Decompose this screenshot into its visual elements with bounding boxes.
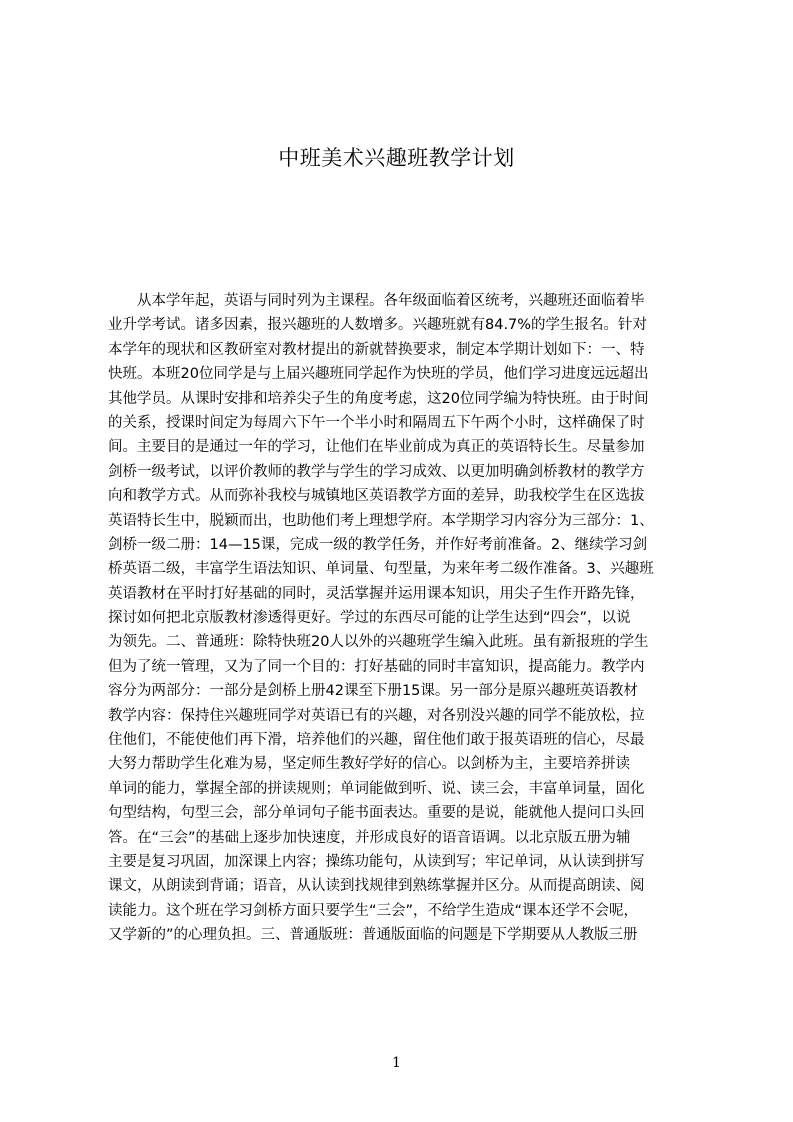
text-line: 间。主要目的是通过一年的学习，让他们在毕业前成为真正的英语特长生。尽量参加: [108, 439, 645, 456]
text-line: 住他们，不能使他们再下滑，培养他们的兴趣，留住他们敢于报英语班的信心，尽最: [108, 732, 645, 749]
text-line: 从本学年起，英语与同时列为主课程。各年级面临着区统考，兴趣班还面临着毕: [108, 293, 645, 309]
text-line: 剑桥一级考试，以评价教师的教学与学生的学习成效、以更加明确剑桥教材的教学方: [108, 463, 645, 480]
page-number: 1: [392, 1055, 401, 1071]
text-line: 句型结构，句型三会，部分单词句子能书面表达。重要的是说，能就他人提问口头回: [108, 805, 645, 822]
text-line: 剑桥一级二册：14—15课，完成一级的教学任务，并作好考前准备。2、继续学习剑: [108, 536, 648, 553]
text-line: 的关系，授课时间定为每周六下午一个半小时和隔周五下午两个小时，这样确保了时: [108, 414, 645, 431]
text-line: 其他学员。从课时安排和培养尖子生的角度考虑，这20位同学编为特快班。由于时间: [108, 390, 649, 407]
text-line: 又学新的”的心理负担。三、普通版班：普通版面临的问题是下学期要从人教版三册: [108, 927, 638, 944]
body-paragraph: [108, 289, 699, 989]
text-line: 向和教学方式。从而弥补我校与城镇地区英语教学方面的差异，助我校学生在区选拔: [108, 488, 645, 505]
text-line: 答。在“三会”的基础上逐步加快速度，并形成良好的语音语调。以北京版五册为辅: [108, 829, 631, 846]
text-line: 英语特长生中，脱颖而出，也助他们考上理想学府。本学期学习内容分为三部分：1、: [108, 512, 654, 529]
text-line: 大努力帮助学生化难为易，坚定师生教好学好的信心。以剑桥为主，主要培养拼读: [108, 756, 630, 773]
text-line: 单词的能力，掌握全部的拼读规则；单词能做到听、说、读三会，丰富单词量，固化: [108, 780, 645, 797]
text-line: 快班。本班20位同学是与上届兴趣班同学起作为快班的学员，他们学习进度远远超出: [108, 366, 649, 383]
text-line: 为领先。二、普通班：除特快班20人以外的兴趣班学生编入此班。虽有新报班的学生: [108, 634, 649, 651]
text-line: 容分为两部分：一部分是剑桥上册42课至下册15课。另一部分是原兴趣班英语教材: [108, 683, 638, 700]
text-line: 课文，从朗读到背诵；语音，从认读到找规律到熟练掌握并区分。从而提高朗读、阅: [108, 878, 645, 895]
text-line: 主要是复习巩固，加深课上内容；操练功能句，从读到写；牢记单词，从认读到拼写: [108, 853, 645, 870]
text-line: 桥英语二级，丰富学生语法知识、单词量、句型量，为来年考二级作准备。3、兴趣班: [108, 561, 654, 578]
text-line: 英语教材在平时打好基础的同时，灵活掌握并运用课本知识，用尖子生作开路先锋，: [108, 585, 645, 602]
text-line: 探讨如何把北京版教材渗透得更好。学过的东西尽可能的让学生达到“四会”，以说: [108, 610, 631, 627]
text-line: 业升学考试。诸多因素，报兴趣班的人数增多。兴趣班就有84.7%的学生报名。针对: [108, 317, 648, 334]
page-title: 中班美术兴趣班教学计划: [278, 146, 515, 170]
text-line: 读能力。这个班在学习剑桥方面只要学生“三会”，不给学生造成“课本还学不会呢，: [108, 902, 639, 919]
text-line: 本学年的现状和区教研室对教材提出的新就替换要求，制定本学期计划如下：一、特: [108, 341, 645, 358]
text-line: 教学内容：保持住兴趣班同学对英语已有的兴趣，对各别没兴趣的同学不能放松，拉: [108, 707, 645, 724]
text-line: 但为了统一管理，又为了同一个目的：打好基础的同时丰富知识，提高能力。教学内: [108, 658, 645, 675]
